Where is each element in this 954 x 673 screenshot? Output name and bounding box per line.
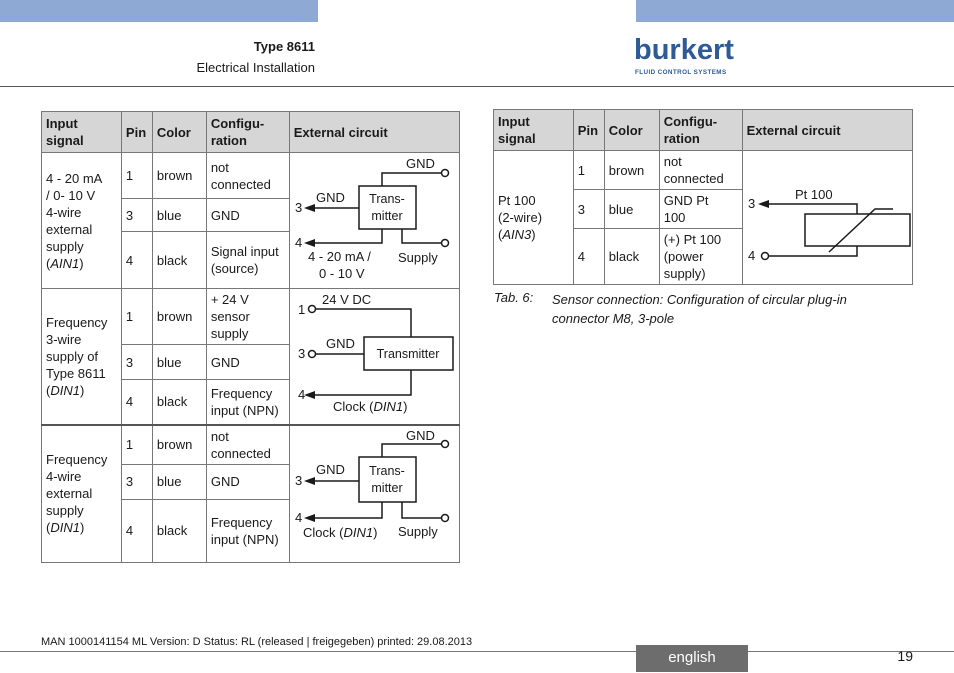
header-pin: Pin — [573, 110, 604, 151]
config-cell: not connected — [206, 425, 289, 465]
header-configuration: Configu- ration — [659, 110, 742, 151]
circuit-diagram-4wire-frequency — [290, 426, 460, 562]
label-24v: 24 V DC — [321, 292, 371, 307]
color-cell: brown — [152, 153, 206, 199]
logo-wordmark: burkert — [634, 34, 734, 66]
wire-supply — [402, 229, 441, 243]
label-pin4: 4 — [297, 387, 305, 402]
document-type-title: Type 8611 — [253, 39, 315, 54]
pin-cell: 4 — [121, 232, 152, 289]
pin-cell: 3 — [121, 464, 152, 499]
wire-gnd-top — [382, 444, 441, 457]
terminal-pin4 — [761, 253, 768, 260]
label-gnd-left: GND — [315, 461, 345, 477]
label-signal-line1: 4 - 20 mA / — [307, 249, 371, 264]
pin-cell: 4 — [573, 229, 604, 285]
label-pin1: 1 — [297, 302, 305, 317]
input-code: AIN3 — [502, 227, 532, 242]
config-cell: Signal input (source) — [206, 232, 289, 289]
color-cell: blue — [604, 190, 659, 229]
burkert-logo — [634, 34, 734, 78]
config-cell: not connected — [659, 151, 742, 190]
label-pin4: 4 — [294, 509, 302, 525]
label-box-line2: mitter — [371, 480, 403, 495]
language-tab: english — [636, 645, 748, 672]
input-signal-text: Frequency 4-wire external supply — [46, 452, 108, 518]
connection-table-4pin — [41, 111, 460, 563]
table-caption-label: Tab. 6: — [494, 290, 534, 305]
terminal-pin1 — [441, 170, 448, 177]
circuit-diagram-3wire-frequency — [290, 289, 460, 424]
terminal-pin1 — [441, 440, 448, 447]
input-code: DIN1 — [50, 382, 80, 398]
label-pin3: 3 — [747, 196, 755, 211]
input-code: AIN1 — [50, 255, 80, 271]
label-pin4: 4 — [294, 235, 302, 250]
label-supply: Supply — [397, 523, 438, 539]
label-box-line1: Trans- — [368, 192, 405, 206]
terminal-supply — [441, 514, 448, 521]
input-signal-text: Frequency 3-wire supply of Type 8611 — [46, 314, 108, 381]
section-subtitle: Electrical Installation — [196, 60, 315, 75]
header-input-signal: Input signal — [42, 112, 122, 153]
label-clock: Clock (DIN1) — [302, 524, 378, 540]
config-cell: GND Pt 100 — [659, 190, 742, 229]
color-cell: brown — [152, 425, 206, 465]
circuit-cell — [742, 151, 912, 285]
input-signal-cell: Pt 100 (2-wire) (AIN3) — [494, 151, 574, 285]
circuit-cell — [289, 425, 459, 563]
input-signal-text: 4 - 20 mA / 0- 10 V 4-wire external supply — [46, 170, 103, 254]
wire-clock — [314, 370, 411, 395]
label-box-line1: Trans- — [368, 463, 405, 478]
color-cell: black — [152, 499, 206, 562]
color-cell: blue — [152, 464, 206, 499]
pin-cell: 1 — [573, 151, 604, 190]
top-bar-right — [636, 0, 954, 22]
color-cell: black — [152, 380, 206, 425]
config-cell: not connected — [206, 153, 289, 199]
pt100-element — [805, 214, 910, 246]
label-pin4: 4 — [747, 248, 755, 263]
footer-divider — [0, 651, 954, 652]
wire-gnd-top — [382, 173, 441, 186]
terminal-supply — [441, 240, 448, 247]
label-gnd: GND — [325, 336, 355, 351]
header-color: Color — [604, 110, 659, 151]
label-clock: Clock (DIN1) — [332, 399, 408, 414]
color-cell: black — [604, 229, 659, 285]
label-gnd-top: GND — [405, 156, 435, 171]
label-pin3: 3 — [294, 472, 302, 488]
arrow-pin3 — [304, 477, 315, 485]
wire-pin4 — [769, 246, 857, 256]
header-input-signal: Input signal — [494, 110, 574, 151]
config-cell: Frequency input (NPN) — [206, 499, 289, 562]
connection-table-3pin — [493, 109, 913, 285]
header-external-circuit: External circuit — [742, 110, 912, 151]
header-pin: Pin — [121, 112, 152, 153]
label-pt100: Pt 100 — [794, 187, 833, 202]
terminal-pin1 — [308, 306, 315, 313]
pin-cell: 3 — [573, 190, 604, 229]
logo-tagline: FLUID CONTROL SYSTEMS — [635, 69, 727, 76]
label-gnd-left: GND — [315, 190, 345, 205]
pin-cell: 1 — [121, 153, 152, 199]
wire-24v — [316, 309, 411, 337]
label-pin3: 3 — [294, 200, 302, 215]
top-bar-left — [0, 0, 318, 22]
config-cell: GND — [206, 199, 289, 232]
label-pin3: 3 — [297, 346, 305, 361]
color-cell: brown — [604, 151, 659, 190]
label-supply: Supply — [397, 250, 438, 265]
arrow-pin4 — [304, 514, 315, 522]
pin-cell: 3 — [121, 199, 152, 232]
pin-cell: 3 — [121, 345, 152, 380]
input-signal-cell: Frequency 4-wire external supply (DIN1) — [42, 425, 122, 563]
footer-version-info: MAN 1000141154 ML Version: D Status: RL (released | freigegeben) printed: 29.08.2013 — [41, 636, 473, 648]
wire-supply — [402, 502, 441, 518]
pin-cell: 1 — [121, 425, 152, 465]
input-signal-cell: 4 - 20 mA / 0- 10 V 4-wire external supply (AIN1) — [42, 153, 122, 289]
circuit-diagram-4wire-analog — [290, 153, 460, 289]
circuit-diagram-pt100 — [743, 151, 914, 279]
color-cell: brown — [152, 289, 206, 345]
label-transmitter: Transmitter — [376, 347, 440, 361]
wire-pin3 — [769, 204, 857, 214]
color-cell: blue — [152, 345, 206, 380]
terminal-pin3 — [308, 351, 315, 358]
header-configuration: Configu- ration — [206, 112, 289, 153]
wire-signal — [314, 229, 382, 243]
header-divider — [0, 86, 954, 87]
config-cell: GND — [206, 345, 289, 380]
input-code: DIN1 — [50, 520, 80, 535]
table-caption-text: Sensor connection: Configuration of circular plug-in connector M8, 3-pole — [552, 292, 847, 326]
arrow-pin3 — [758, 200, 769, 208]
page-number: 19 — [897, 648, 913, 664]
label-gnd-top: GND — [405, 427, 435, 443]
arrow-pin4 — [304, 239, 315, 247]
color-cell: black — [152, 232, 206, 289]
label-box-line2: mitter — [371, 209, 403, 223]
circuit-cell — [289, 153, 459, 289]
pin-cell: 4 — [121, 380, 152, 425]
input-signal-cell: Frequency 3-wire supply of Type 8611 (DIN1) — [42, 289, 122, 425]
pin-cell: 4 — [121, 499, 152, 562]
config-cell: + 24 V sensor supply — [206, 289, 289, 345]
arrow-pin4 — [304, 391, 315, 399]
circuit-cell — [289, 289, 459, 425]
config-cell: Frequency input (NPN) — [206, 380, 289, 425]
input-signal-text: Pt 100 (2-wire) — [498, 193, 543, 225]
config-cell: (+) Pt 100 (power supply) — [659, 229, 742, 285]
arrow-pin3 — [304, 204, 315, 212]
header-color: Color — [152, 112, 206, 153]
config-cell: GND — [206, 464, 289, 499]
label-signal-line2: 0 - 10 V — [318, 266, 365, 281]
wire-clock — [314, 502, 382, 518]
pin-cell: 1 — [121, 289, 152, 345]
color-cell: blue — [152, 199, 206, 232]
header-external-circuit: External circuit — [289, 112, 459, 153]
